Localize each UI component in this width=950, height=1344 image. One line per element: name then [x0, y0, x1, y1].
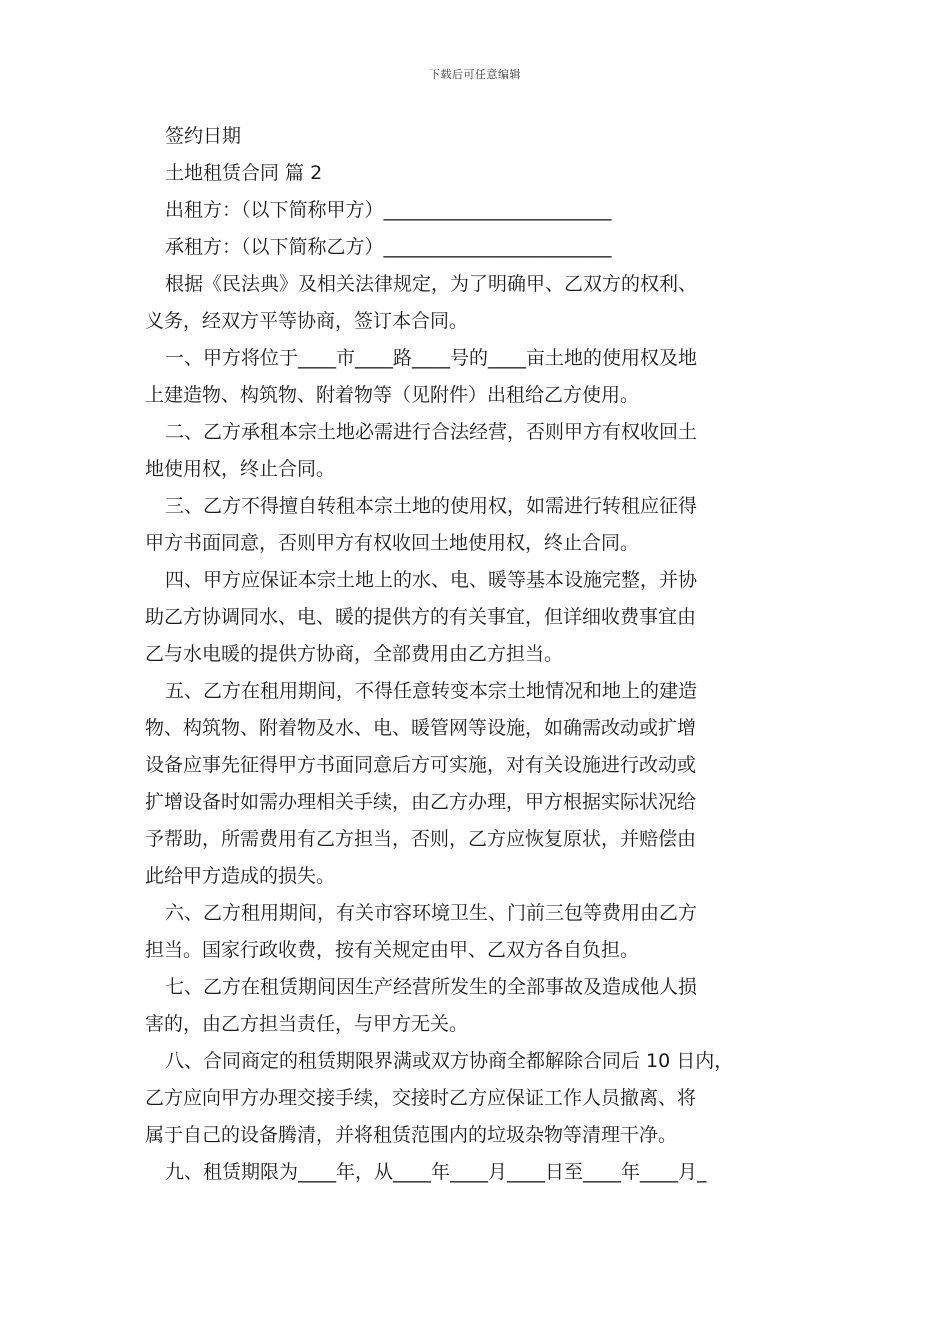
preamble-line-2: 义务，经双方平等协商，签订本合同。 — [145, 310, 469, 332]
clause-2-line-2: 地使用权，终止合同。 — [145, 458, 336, 480]
clause-8-line-3: 属于自己的设备腾清，并将租赁范围内的垃圾杂物等清理干净。 — [145, 1124, 678, 1146]
clause-4-line-2: 助乙方协调同水、电、暖的提供方的有关事宜，但详细收费事宜由 — [145, 606, 697, 628]
clause-5-line-1: 五、乙方在租用期间，不得任意转变本宗土地情况和地上的建造 — [165, 680, 698, 702]
clause-4-line-1: 四、甲方应保证本宗土地上的水、电、暖等基本设施完整，并协 — [165, 569, 698, 591]
clause-3-line-2: 甲方书面同意，否则甲方有权收回土地使用权，终止合同。 — [145, 532, 640, 554]
preamble-line-1: 根据《民法典》及相关法律规定，为了明确甲、乙双方的权利、 — [165, 273, 698, 295]
lessor-line: 出租方：（以下简称甲方）________________________ — [165, 199, 612, 221]
sign-date-line: 签约日期 — [165, 125, 242, 147]
page-header: 下载后可任意编辑 — [429, 68, 521, 81]
clause-4-line-3: 乙与水电暖的提供方协商，全部费用由乙方担当。 — [145, 643, 564, 665]
clause-1-line-2: 上建造物、构筑物、附着物等（见附件）出租给乙方使用。 — [145, 384, 640, 406]
clause-9-line-1: 九、租赁期限为____年，从____年____月____日至____年____月_ — [165, 1161, 707, 1183]
clause-6-line-2: 担当。国家行政收费，按有关规定由甲、乙双方各自负担。 — [145, 939, 640, 961]
document-body — [145, 118, 810, 1191]
clause-5-line-4: 扩增设备时如需办理相关手续，由乙方办理，甲方根据实际状况给 — [145, 791, 697, 813]
clause-3-line-1: 三、乙方不得擅自转租本宗土地的使用权，如需进行转租应征得 — [165, 495, 698, 517]
contract-title: 土地租赁合同 篇 2 — [165, 162, 323, 184]
clause-5-line-5: 予帮助，所需费用有乙方担当，否则，乙方应恢复原状，并赔偿由 — [145, 828, 697, 850]
clause-8-line-2: 乙方应向甲方办理交接手续，交接时乙方应保证工作人员撤离、将 — [145, 1087, 697, 1109]
lessee-line: 承租方：（以下简称乙方）________________________ — [165, 236, 612, 258]
clause-7-line-2: 害的，由乙方担当责任，与甲方无关。 — [145, 1013, 469, 1035]
clause-2-line-1: 二、乙方承租本宗土地必需进行合法经营，否则甲方有权收回土 — [165, 421, 698, 443]
clause-5-line-3: 设备应事先征得甲方书面同意后方可实施，对有关设施进行改动或 — [145, 754, 697, 776]
clause-8-line-1: 八、合同商定的租赁期限界满或双方协商全都解除合同后 10 日内， — [165, 1050, 734, 1072]
clause-6-line-1: 六、乙方租用期间，有关市容环境卫生、门前三包等费用由乙方 — [165, 902, 698, 924]
clause-5-line-6: 此给甲方造成的损失。 — [145, 865, 336, 887]
clause-5-line-2: 物、构筑物、附着物及水、电、暖管网等设施，如确需改动或扩增 — [145, 717, 697, 739]
clause-7-line-1: 七、乙方在租赁期间因生产经营所发生的全部事故及造成他人损 — [165, 976, 698, 998]
clause-1-line-1: 一、甲方将位于____市____路____号的____亩土地的使用权及地 — [165, 347, 698, 369]
